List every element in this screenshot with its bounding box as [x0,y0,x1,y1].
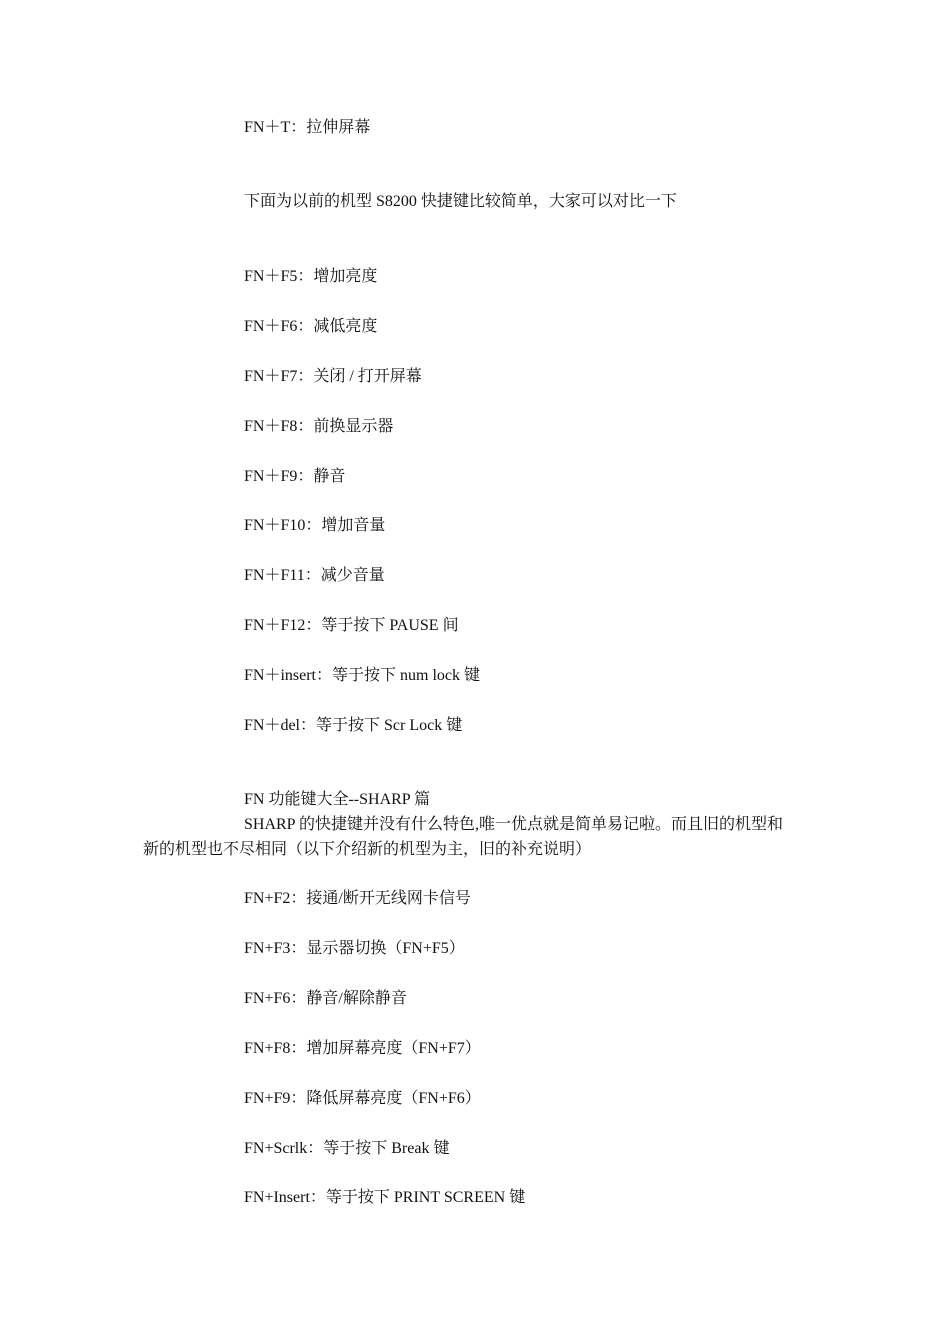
shortcut-item: FN＋F11：减少音量 [244,567,385,584]
shortcut-item: FN＋F8：前换显示器 [244,418,394,435]
shortcut-fn-t: FN＋T：拉伸屏幕 [244,119,371,136]
shortcut-item: FN＋insert：等于按下 num lock 键 [244,667,480,684]
section2-description-line1: SHARP 的快捷键并没有什么特色,唯一优点就是简单易记啦。而且旧的机型和 [244,816,783,833]
shortcut-item: FN＋F7：关闭 / 打开屏幕 [244,368,422,385]
shortcut-item: FN＋F10：增加音量 [244,517,386,534]
shortcut-item: FN＋del：等于按下 Scr Lock 键 [244,717,463,734]
shortcut-item: FN+F3：显示器切换（FN+F5） [244,940,465,957]
shortcut-item: FN+Scrlk：等于按下 Break 键 [244,1140,450,1157]
shortcut-item: FN+F6：静音/解除静音 [244,990,407,1007]
section2-title: FN 功能键大全--SHARP 篇 [244,791,431,808]
section1-intro: 下面为以前的机型 S8200 快捷键比较简单，大家可以对比一下 [244,193,677,210]
shortcut-item: FN＋F12：等于按下 PAUSE 间 [244,617,459,634]
shortcut-item: FN＋F6：减低亮度 [244,318,378,335]
section2-description-line2: 新的机型也不尽相同（以下介绍新的机型为主，旧的补充说明） [143,841,592,858]
shortcut-item: FN+F8：增加屏幕亮度（FN+F7） [244,1040,481,1057]
shortcut-item: FN＋F9：静音 [244,468,346,485]
shortcut-item: FN＋F5：增加亮度 [244,268,378,285]
shortcut-item: FN+Insert：等于按下 PRINT SCREEN 键 [244,1189,526,1206]
shortcut-item: FN+F2：接通/断开无线网卡信号 [244,890,471,907]
shortcut-item: FN+F9：降低屏幕亮度（FN+F6） [244,1090,481,1107]
